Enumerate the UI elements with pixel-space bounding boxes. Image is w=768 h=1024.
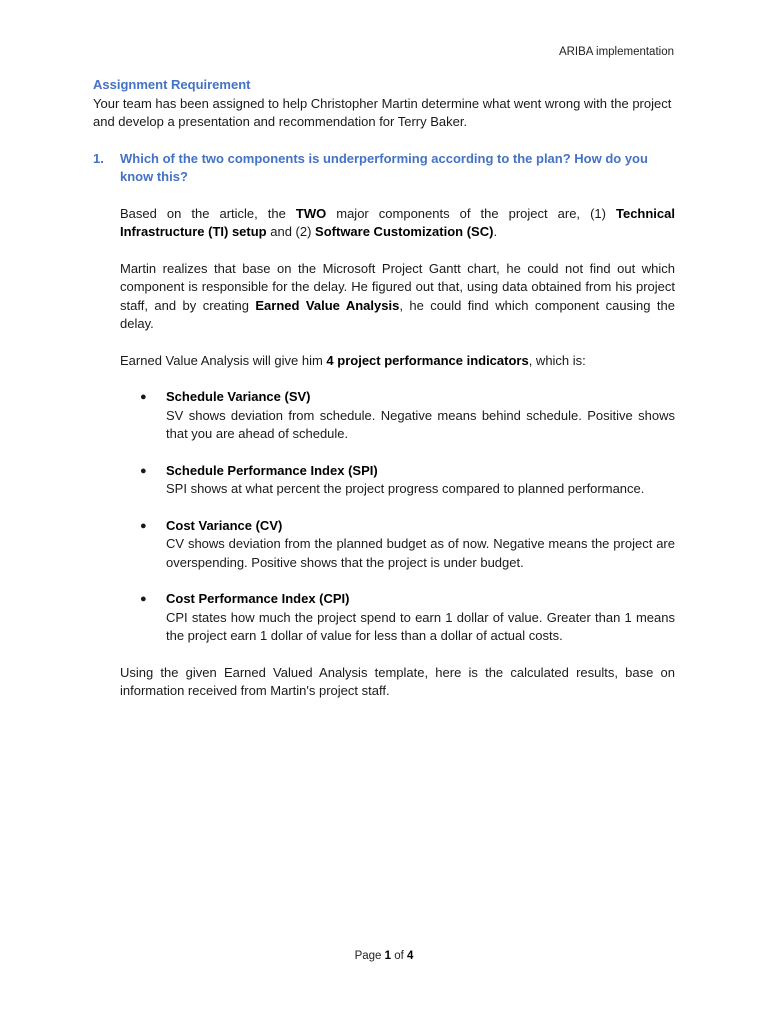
page-content	[93, 76, 675, 701]
results-paragraph: Using the given Earned Valued Analysis template, here is the calculated results, base on information received from Martin's project staff.	[120, 664, 675, 698]
indicator-title: Schedule Performance Index (SPI)	[166, 462, 378, 478]
list-item	[120, 462, 675, 499]
indicator-title: Schedule Variance (SV)	[166, 389, 311, 404]
text-run: Martin realizes that base on the Microsoft Project Gantt chart, he could not find out which component is responsible for the delay. He figured out that, using data obtained from his project staff, and by creating	[120, 260, 675, 313]
of-label: of	[391, 950, 408, 962]
bullet-icon: ●	[140, 593, 147, 605]
components-paragraph	[120, 205, 675, 242]
list-item	[120, 388, 675, 444]
bold-run-ti: Technical Infrastructure (TI) setup	[120, 205, 675, 239]
bullet-icon: ●	[140, 464, 147, 477]
bold-run-two: TWO	[295, 205, 327, 221]
bullet-icon: ●	[140, 391, 147, 403]
indicator-title: Cost Performance Index (CPI)	[166, 591, 350, 606]
indicator-description: CPI states how much the project spend to earn 1 dollar of value. Greater than 1 means the project earn 1 dollar of value for less than a dollar of actual costs.	[166, 609, 675, 643]
text-run: , which is:	[528, 352, 586, 368]
indicator-body	[166, 462, 675, 499]
text-run: Earned Value Analysis will give him	[120, 352, 327, 368]
indicator-description: CV shows deviation from the planned budget as of now. Negative means the project are overspending. Positive shows that the project is under budget.	[166, 536, 675, 570]
question-number: 1.	[93, 150, 104, 166]
question-text: Which of the two components is underperforming according to the plan? How do you know this?	[120, 150, 648, 184]
text-run: major components of the project are, (1)	[326, 205, 616, 221]
question-1	[93, 150, 675, 187]
bold-run-sc: Software Customization (SC)	[315, 224, 494, 239]
list-item	[120, 517, 675, 573]
answer-block	[120, 205, 675, 701]
bold-run-eva: Earned Value Analysis	[255, 297, 400, 313]
indicator-body	[166, 388, 675, 444]
text-run: Based on the article, the	[120, 205, 296, 221]
indicator-list	[120, 388, 675, 646]
indicator-description: SV shows deviation from schedule. Negative means behind schedule. Positive shows that you are ahead of schedule.	[166, 407, 675, 441]
bold-run-indicators: 4 project performance indicators	[326, 352, 529, 368]
text-run: , he could find which component causing the delay.	[120, 297, 675, 331]
indicators-intro-paragraph	[120, 352, 675, 371]
indicator-body	[166, 517, 675, 573]
document-header-title: ARIBA implementation	[558, 46, 674, 58]
bullet-icon: ●	[140, 519, 147, 532]
section-heading: Assignment Requirement	[93, 77, 251, 92]
list-item	[120, 590, 675, 646]
indicator-description: SPI shows at what percent the project progress compared to planned performance.	[166, 481, 645, 496]
intro-paragraph: Your team has been assigned to help Christopher Martin determine what went wrong with the project and develop a presentation and recommendation for Terry Baker.	[93, 95, 672, 129]
indicator-title: Cost Variance (CV)	[166, 517, 283, 533]
gantt-paragraph	[120, 260, 675, 334]
indicator-body	[166, 590, 675, 646]
text-run: and (2)	[266, 224, 316, 239]
current-page-number: 1	[384, 950, 392, 962]
text-run: .	[493, 224, 498, 239]
page-label: Page	[354, 950, 385, 962]
total-pages-number: 4	[407, 950, 414, 962]
page-footer	[0, 947, 768, 966]
